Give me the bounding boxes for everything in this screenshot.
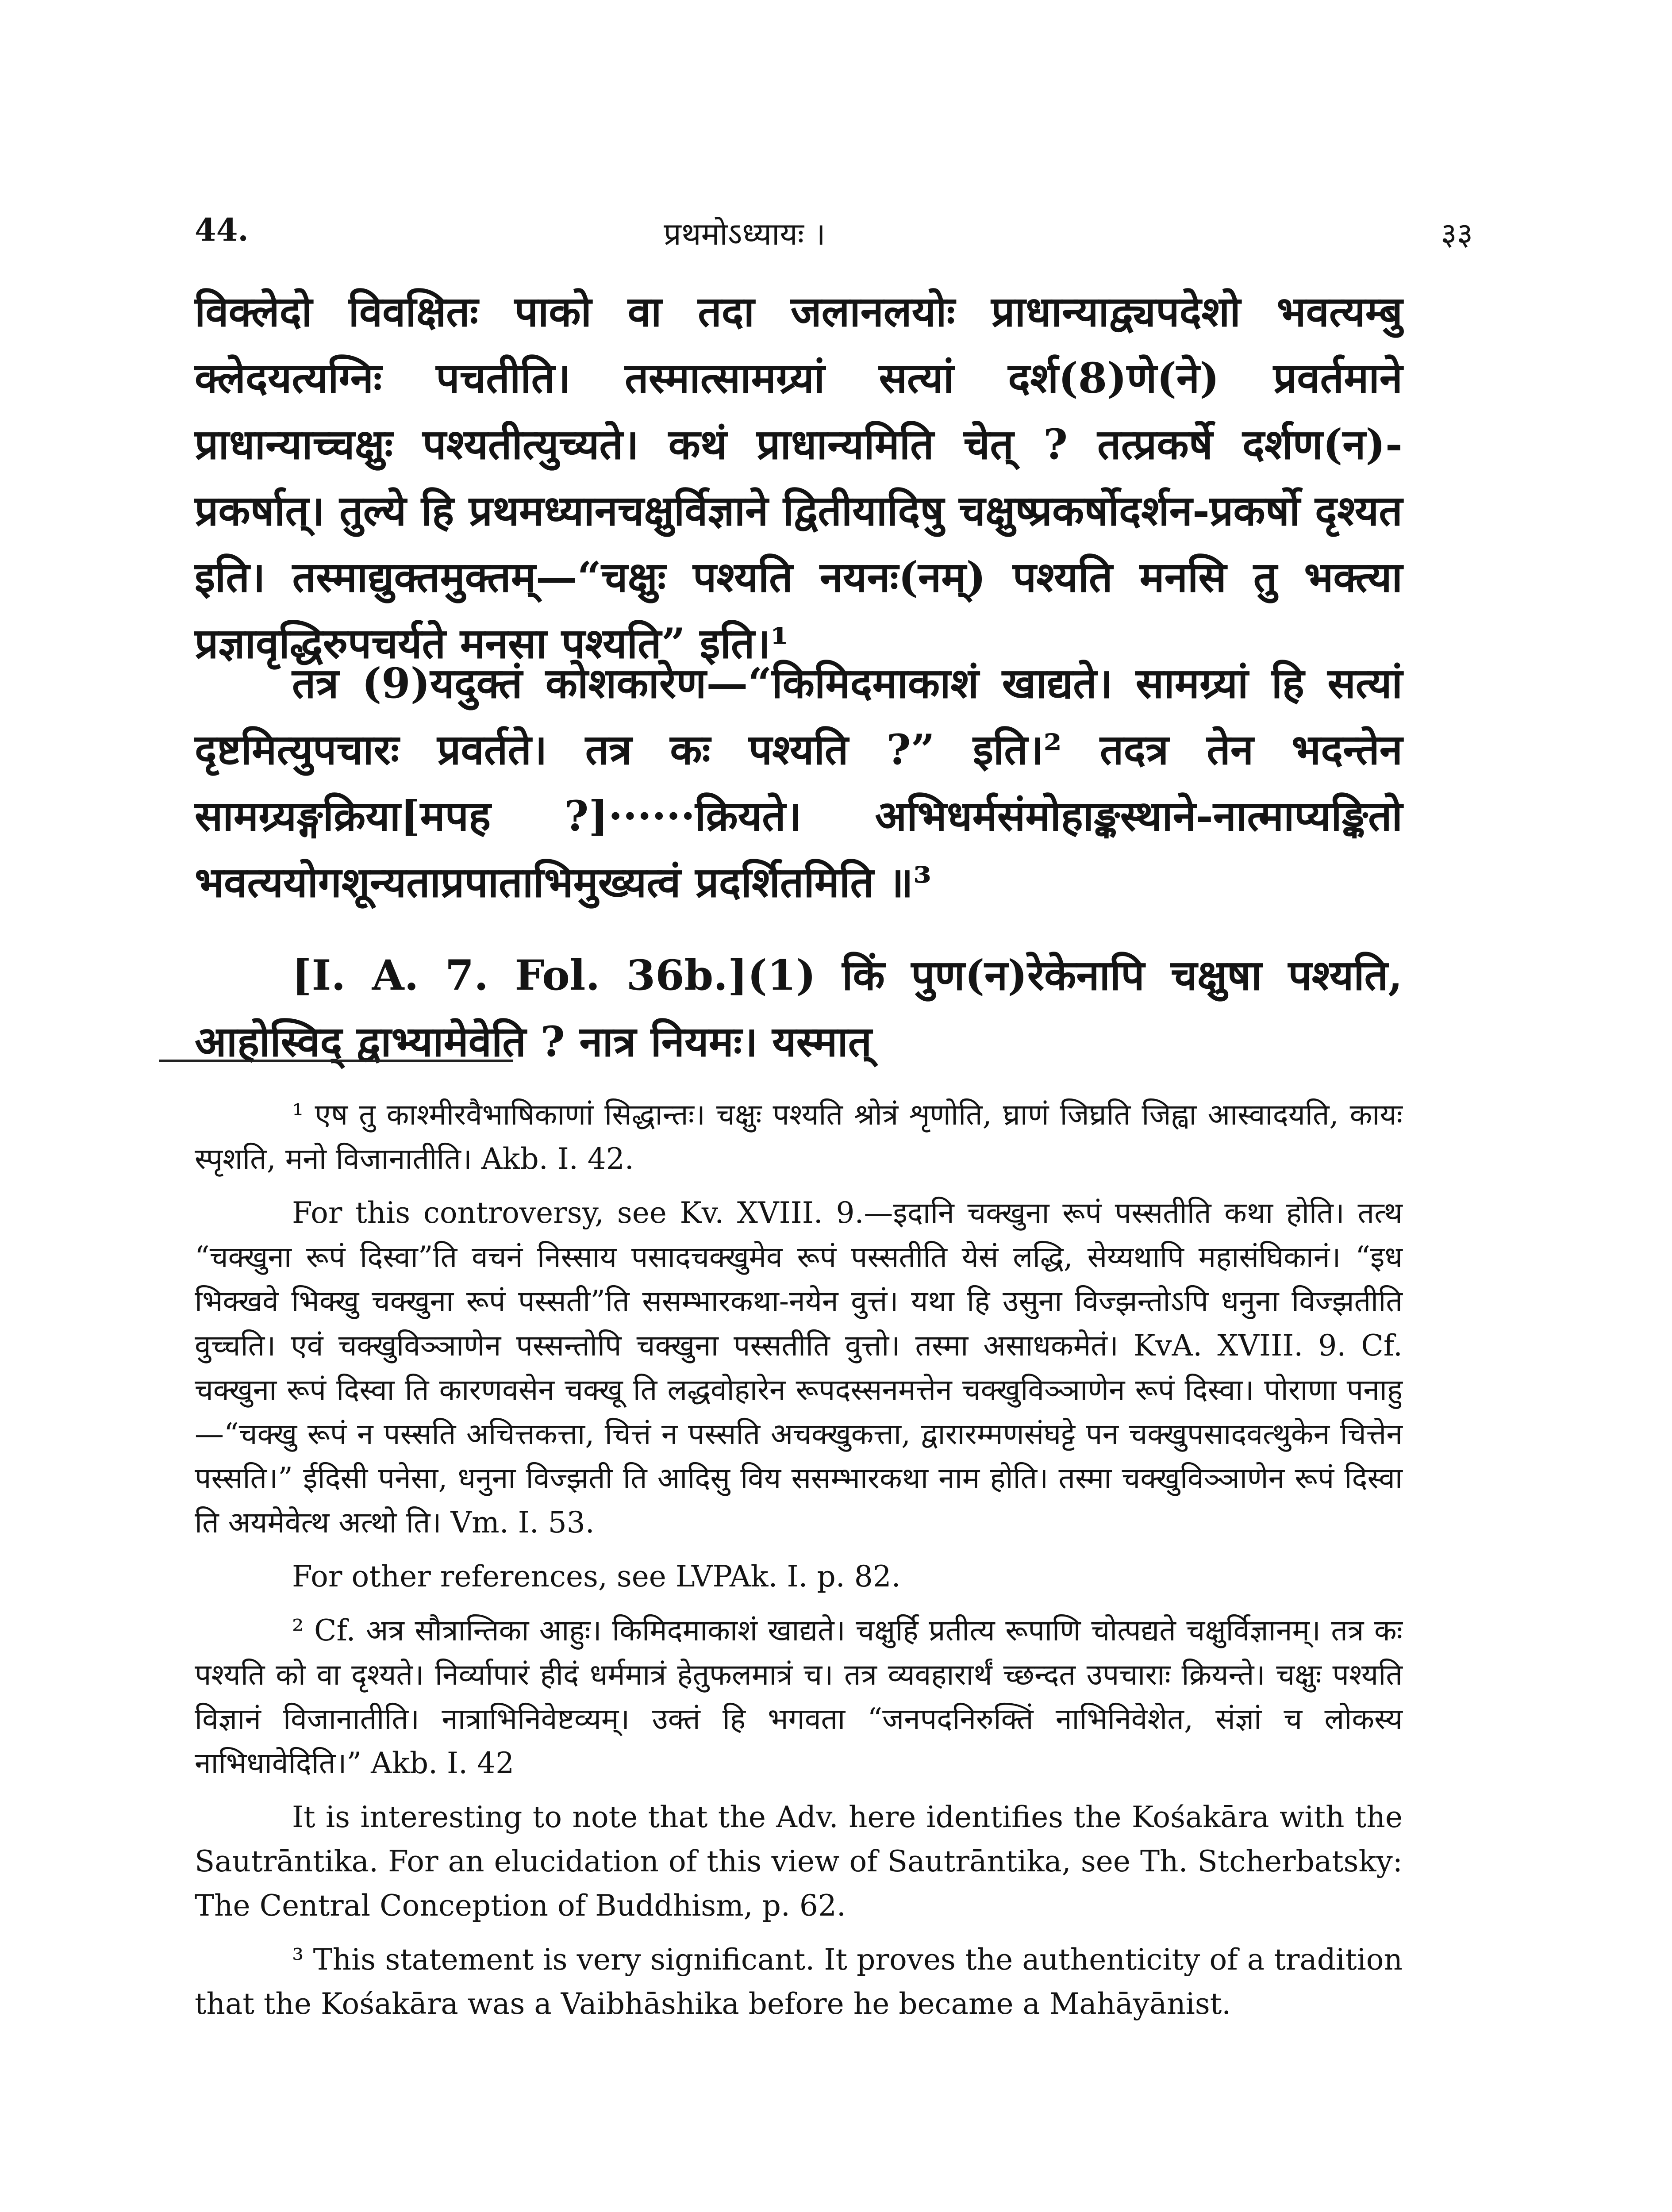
devanagari-page-number: ३३: [1441, 216, 1473, 252]
paragraph-1: विक्लेदो विवक्षितः पाको वा तदा जलानलयोः प्राधान्याद्व्यपदेशो भवत्यम्बु क्लेदयत्यग्निः पचतीति। तस्मात्सामग्र्यां सत्यां दर्श(8)णे(ने) प्रवर्तमाने प्राधान्याच्चक्षुः पश्यतीत्युच्यते। कथं प्राधान्यमिति चेत् ? तत्प्रकर्षे दर्शण(न)-प्रकर्षात्। तुल्ये हि प्रथमध्यानचक्षुर्विज्ञाने द्वितीयादिषु चक्षुष्प्रकर्षोदर्शन-प्रकर्षो दृश्यत इति। तस्माद्युक्तमुक्तम्—“चक्षुः पश्यति नयनः(नम्) पश्यति मनसि तु भक्त्या प्रज्ञावृद्धिरुपचर्यते मनसा पश्यति” इति।¹: [195, 288, 1403, 668]
footnote-3: ³ This statement is very significant. It proves the authenticity of a tradition that the Kośakāra was a Vaibhāshika before he became a Mahāyānist.: [195, 1943, 1403, 2021]
footnotes: [195, 1093, 1403, 2026]
footnote-2-english: It is interesting to note that the Adv. here identifies the Kośakāra with the Sautrāntika. For an elucidation of this view of Sautrāntika, see Th. Stcherbatsky: The Central Conception of Buddhism, p. 62.: [195, 1800, 1403, 1923]
paragraph-2: तत्र (9)यदुक्तं कोशकारेण—“किमिदमाकाशं खाद्यते। सामग्र्यां हि सत्यां दृष्टमित्युपचारः प्रवर्तते। तत्र कः पश्यति ?” इति।² तदत्र तेन भदन्तेन सामग्र्यङ्गक्रिया[मपह ?]······क्रियते। अभिधर्मसंमोहाङ्कस्थाने-नात्माप्यङ्कितो भवत्ययोगशून्यताप्रपाताभिमुख्यत्वं प्रदर्शितमिति ॥³: [195, 659, 1403, 907]
page-header: [195, 211, 1473, 260]
footnote-2-sanskrit: ² Cf. अत्र सौत्रान्तिका आहुः। किमिदमाकाशं खाद्यते। चक्षुर्हि प्रतीत्य रूपाणि चोत्पद्यते चक्षुर्विज्ञानम्। तत्र कः पश्यति को वा दृश्यते। निर्व्यापारं हीदं धर्ममात्रं हेतुफलमात्रं च। तत्र व्यवहारार्थं च्छन्दत उपचाराः क्रियन्ते। चक्षुः पश्यति विज्ञानं विजानातीति। नात्राभिनिवेष्टव्यम्। उक्तं हि भगवता “जनपदनिरुक्तिं नाभिनिवेशेत, संज्ञां च लोकस्य नाभिधावेदिति।” Akb. I. 42: [195, 1613, 1403, 1780]
footnote-1-pali: For this controversy, see Kv. XVIII. 9.—इदानि चक्खुना रूपं पस्सतीति कथा होति। तत्थ “चक्खुना रूपं दिस्वा”ति वचनं निस्साय पसादचक्खुमेव रूपं पस्सतीति येसं लद्धि, सेय्यथापि महासंघिकानं। “इध भिक्खवे भिक्खु चक्खुना रूपं पस्सती”ति ससम्भारकथा-नयेन वुत्तं। यथा हि उसुना विज्झन्तोऽपि धनुना विज्झतीति वुच्चति। एवं चक्खुविञ्ञाणेन पस्सन्तोपि चक्खुना पस्सतीति वुत्तो। तस्मा असाधकमेतं। KvA. XVIII. 9. Cf. चक्खुना रूपं दिस्वा ति कारणवसेन चक्खू ति लद्धवोहारेन रूपदस्सनमत्तेन चक्खुविञ्ञाणेन रूपं दिस्वा। पोराणा पनाहु—“चक्खु रूपं न पस्सति अचित्तकत्ता, चित्तं न पस्सति अचक्खुकत्ता, द्वारारम्मणसंघट्टे पन चक्खुपसादवत्थुकेन चित्तेन पस्सति।” ईदिसी पनेसा, धनुना विज्झती ति आदिसु विय ससम्भारकथा नाम होति। तस्मा चक्खुविञ्ञाणेन रूपं दिस्वा ति अयमेवेत्थ अत्थो ति। Vm. I. 53.: [195, 1196, 1403, 1540]
footnote-divider: [159, 1060, 513, 1062]
footnote-1-references: For other references, see LVPAk. I. p. 82.: [292, 1559, 901, 1594]
main-text-block-2: [195, 650, 1403, 916]
paragraph-3: [I. A. 7. Fol. 36b.](1) किं पुण(न)रेकेनापि चक्षुषा पश्यति, आहोस्विद् द्वाभ्यामेवेति ? नात्र नियमः। यस्मात्: [195, 951, 1403, 1066]
main-text-block-3: [195, 942, 1403, 1075]
running-title: प्रथमोऽध्यायः ।: [664, 216, 826, 252]
page-number: 44.: [195, 211, 249, 248]
main-text-block-1: [195, 279, 1403, 677]
footnote-1-sanskrit: ¹ एष तु काश्मीरवैभाषिकाणां सिद्धान्तः। चक्षुः पश्यति श्रोत्रं शृणोति, घ्राणं जिघ्रति जिह्वा आस्वादयति, कायः स्पृशति, मनो विजानातीति। Akb. I. 42.: [195, 1098, 1403, 1176]
